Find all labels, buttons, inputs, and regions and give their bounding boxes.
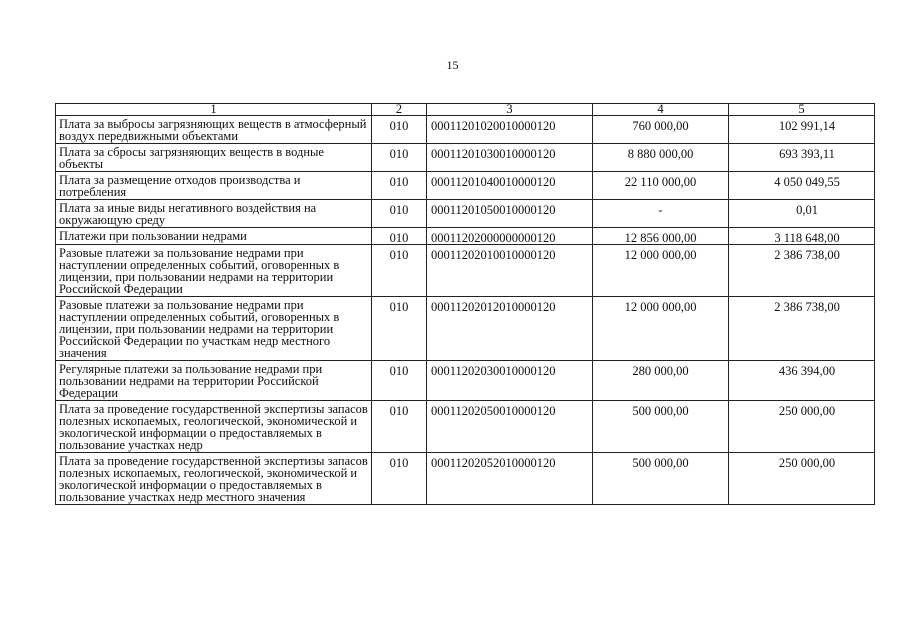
- row-name: Регулярные платежи за пользование недрами при пользовании недрами на территории Российской Федерации: [56, 361, 372, 401]
- row-name: Платежи при пользовании недрами: [56, 228, 372, 245]
- row-actual: 250 000,00: [729, 401, 875, 453]
- table-row: [56, 245, 875, 297]
- row-actual: 693 393,11: [729, 144, 875, 172]
- row-plan: 8 880 000,00: [593, 144, 729, 172]
- row-name: Плата за проведение государственной экспертизы запасов полезных ископаемых, геологической, экономической и экологической информации о предоставляемых в пользование участках недр: [56, 401, 372, 453]
- row-code: 010: [372, 401, 427, 453]
- table-row: [56, 228, 875, 245]
- table-row: [56, 401, 875, 453]
- row-plan: 500 000,00: [593, 401, 729, 453]
- row-actual: 102 991,14: [729, 116, 875, 144]
- table-row: [56, 453, 875, 505]
- row-code: 010: [372, 200, 427, 228]
- row-kbk: 00011201020010000120: [427, 116, 593, 144]
- header-col-4: 4: [593, 104, 729, 116]
- table-row: [56, 297, 875, 361]
- row-plan: -: [593, 200, 729, 228]
- row-plan: 22 110 000,00: [593, 172, 729, 200]
- header-col-2: 2: [372, 104, 427, 116]
- row-kbk: 00011201050010000120: [427, 200, 593, 228]
- row-kbk: 00011201030010000120: [427, 144, 593, 172]
- row-kbk: 00011202050010000120: [427, 401, 593, 453]
- table-row: [56, 144, 875, 172]
- row-actual: 436 394,00: [729, 361, 875, 401]
- revenue-table: [55, 103, 875, 505]
- row-actual: 0,01: [729, 200, 875, 228]
- header-col-3: 3: [427, 104, 593, 116]
- row-kbk: 00011201040010000120: [427, 172, 593, 200]
- row-code: 010: [372, 172, 427, 200]
- row-plan: 12 000 000,00: [593, 297, 729, 361]
- row-plan: 760 000,00: [593, 116, 729, 144]
- row-code: 010: [372, 361, 427, 401]
- table-row: [56, 200, 875, 228]
- row-code: 010: [372, 144, 427, 172]
- table-row: [56, 172, 875, 200]
- row-name: Плата за выбросы загрязняющих веществ в атмосферный воздух передвижными объектами: [56, 116, 372, 144]
- row-code: 010: [372, 228, 427, 245]
- row-name: Разовые платежи за пользование недрами при наступлении определенных событий, оговоренных в лицензии, при пользовании недрами на территории Российской Федерации: [56, 245, 372, 297]
- row-actual: 4 050 049,55: [729, 172, 875, 200]
- row-actual: 3 118 648,00: [729, 228, 875, 245]
- row-actual: 2 386 738,00: [729, 245, 875, 297]
- row-code: 010: [372, 297, 427, 361]
- row-kbk: 00011202030010000120: [427, 361, 593, 401]
- row-kbk: 00011202052010000120: [427, 453, 593, 505]
- row-plan: 12 000 000,00: [593, 245, 729, 297]
- row-actual: 2 386 738,00: [729, 297, 875, 361]
- row-name: Плата за проведение государственной экспертизы запасов полезных ископаемых, геологической, экономической и экологической информации о предоставляемых в пользование участках недр местного значения: [56, 453, 372, 505]
- row-plan: 280 000,00: [593, 361, 729, 401]
- header-row: [56, 104, 875, 116]
- table-row: [56, 361, 875, 401]
- row-actual: 250 000,00: [729, 453, 875, 505]
- row-plan: 500 000,00: [593, 453, 729, 505]
- row-code: 010: [372, 245, 427, 297]
- row-kbk: 00011202012010000120: [427, 297, 593, 361]
- row-name: Плата за сбросы загрязняющих веществ в водные объекты: [56, 144, 372, 172]
- row-kbk: 00011202010010000120: [427, 245, 593, 297]
- row-code: 010: [372, 453, 427, 505]
- row-name: Разовые платежи за пользование недрами при наступлении определенных событий, оговоренных в лицензии, при пользовании недрами на территории Российской Федерации по участкам недр местного значения: [56, 297, 372, 361]
- page-number: 15: [446, 58, 459, 72]
- row-code: 010: [372, 116, 427, 144]
- header-col-5: 5: [729, 104, 875, 116]
- row-name: Плата за иные виды негативного воздействия на окружающую среду: [56, 200, 372, 228]
- table-row: [56, 116, 875, 144]
- header-col-1: 1: [56, 104, 372, 116]
- row-name: Плата за размещение отходов производства и потребления: [56, 172, 372, 200]
- row-kbk: 00011202000000000120: [427, 228, 593, 245]
- row-plan: 12 856 000,00: [593, 228, 729, 245]
